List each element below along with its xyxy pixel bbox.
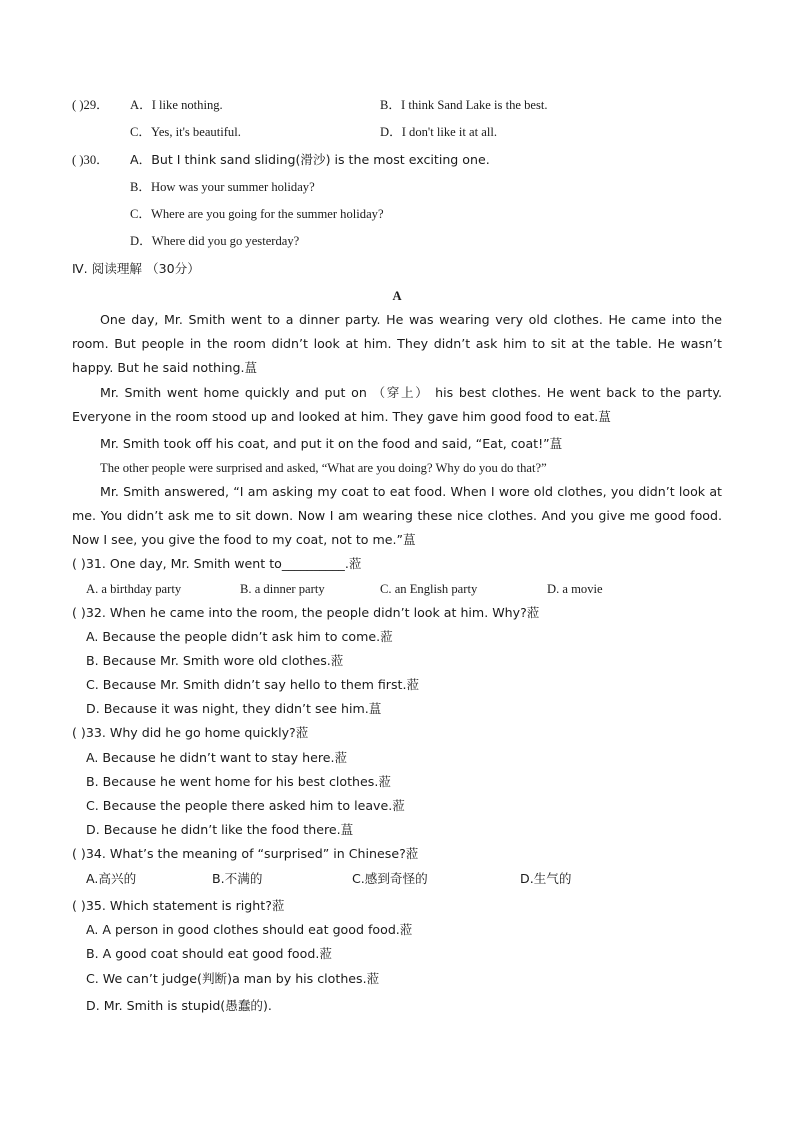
q35-option-d: D. Mr. Smith is stupid(愚蠢的). (86, 998, 272, 1013)
q31-option-b: B. a dinner party (240, 582, 325, 596)
passage-p1-text: One day, Mr. Smith went to a dinner party. He was wearing very old clothes. He came into the room. But people in the room didn’t look at him. They didn’t ask him to sit at the table. He wasn’t happy. But he said nothing.蒀 (72, 312, 722, 375)
q34-option-c: C.感到奇怪的 (352, 871, 428, 886)
q35-option-a: A. A person in good clothes should eat good food.蒞 (86, 922, 413, 937)
q33-option-d: D. Because he didn’t like the food there.蒀 (86, 822, 354, 837)
q29-option-b: B．I think Sand Lake is the best. (380, 98, 548, 112)
q30-option-a: A．But I think sand sliding(滑沙) is the most exciting one. (130, 152, 490, 167)
q32-option-a: A. Because the people didn’t ask him to come.蒞 (86, 629, 393, 644)
passage-p4-text: The other people were surprised and asked, “What are you doing? Why do you do that?” (100, 461, 547, 475)
q29-option-c: C．Yes, it's beautiful. (130, 125, 241, 139)
q31-option-d: D. a movie (547, 582, 603, 596)
q32-option-b: B. Because Mr. Smith wore old clothes.蒞 (86, 653, 344, 668)
q33-stem: ( )33. Why did he go home quickly?蒞 (72, 725, 309, 740)
passage-paragraph-1 (72, 308, 722, 380)
q29-option-d: D．I don't like it at all. (380, 125, 497, 139)
passage-paragraph-3 (72, 432, 722, 456)
q33-option-a: A. Because he didn’t want to stay here.蒞 (86, 750, 348, 765)
q34-option-d: D.生气的 (520, 871, 572, 886)
section-heading: Ⅳ. 阅读理解 （30分） (72, 261, 200, 276)
q30-number: ( )30． (72, 153, 109, 167)
q32-option-c: C. Because Mr. Smith didn’t say hello to them first.蒞 (86, 677, 420, 692)
q34-option-a: A.高兴的 (86, 871, 137, 886)
q33-option-b: B. Because he went home for his best clothes.蒞 (86, 774, 391, 789)
q35-option-c: C. We can’t judge(判断)a man by his clothes.蒞 (86, 971, 380, 986)
q33-option-c: C. Because the people there asked him to leave.蒞 (86, 798, 405, 813)
passage-p2-text: Mr. Smith went home quickly and put on （穿上） his best clothes. He went back to the party. Everyone in the room stood up and looked at him. They gave him good food to eat.蒀 (72, 385, 722, 424)
passage-p3-text: Mr. Smith took off his coat, and put it on the food and said, “Eat, coat!”蒀 (100, 436, 563, 451)
q35-stem: ( )35. Which statement is right?蒞 (72, 898, 285, 913)
q30-option-d: D．Where did you go yesterday? (130, 234, 300, 248)
q32-option-d: D. Because it was night, they didn’t see him.蒀 (86, 701, 382, 716)
q30-option-b: B．How was your summer holiday? (130, 180, 315, 194)
q31-option-a: A. a birthday party (86, 582, 182, 596)
passage-paragraph-2 (72, 381, 722, 429)
q30-option-c: C．Where are you going for the summer holiday? (130, 207, 384, 221)
passage-paragraph-5 (72, 480, 722, 552)
q29-option-a: A．I like nothing. (130, 98, 223, 112)
q31-option-c: C. an English party (380, 582, 478, 596)
q32-stem: ( )32. When he came into the room, the people didn’t look at him. Why?蒞 (72, 605, 540, 620)
q31-stem: ( )31. One day, Mr. Smith went to__________.蒞 (72, 556, 362, 571)
q34-option-b: B.不满的 (212, 871, 263, 886)
passage-p5-text: Mr. Smith answered, “I am asking my coat to eat food. When I wore old clothes, you didn’t look at me. You didn’t ask me to sit down. Now I am wearing these nice clothes. And you give me good food. Now I see, you give the food to my coat, not to me.”蒀 (72, 484, 722, 547)
q34-stem: ( )34. What’s the meaning of “surprised” in Chinese?蒞 (72, 846, 419, 861)
passage-title: A (392, 289, 402, 303)
q29-number: ( )29． (72, 98, 109, 112)
q35-option-b: B. A good coat should eat good food.蒞 (86, 946, 332, 961)
passage-paragraph-4 (72, 456, 722, 480)
